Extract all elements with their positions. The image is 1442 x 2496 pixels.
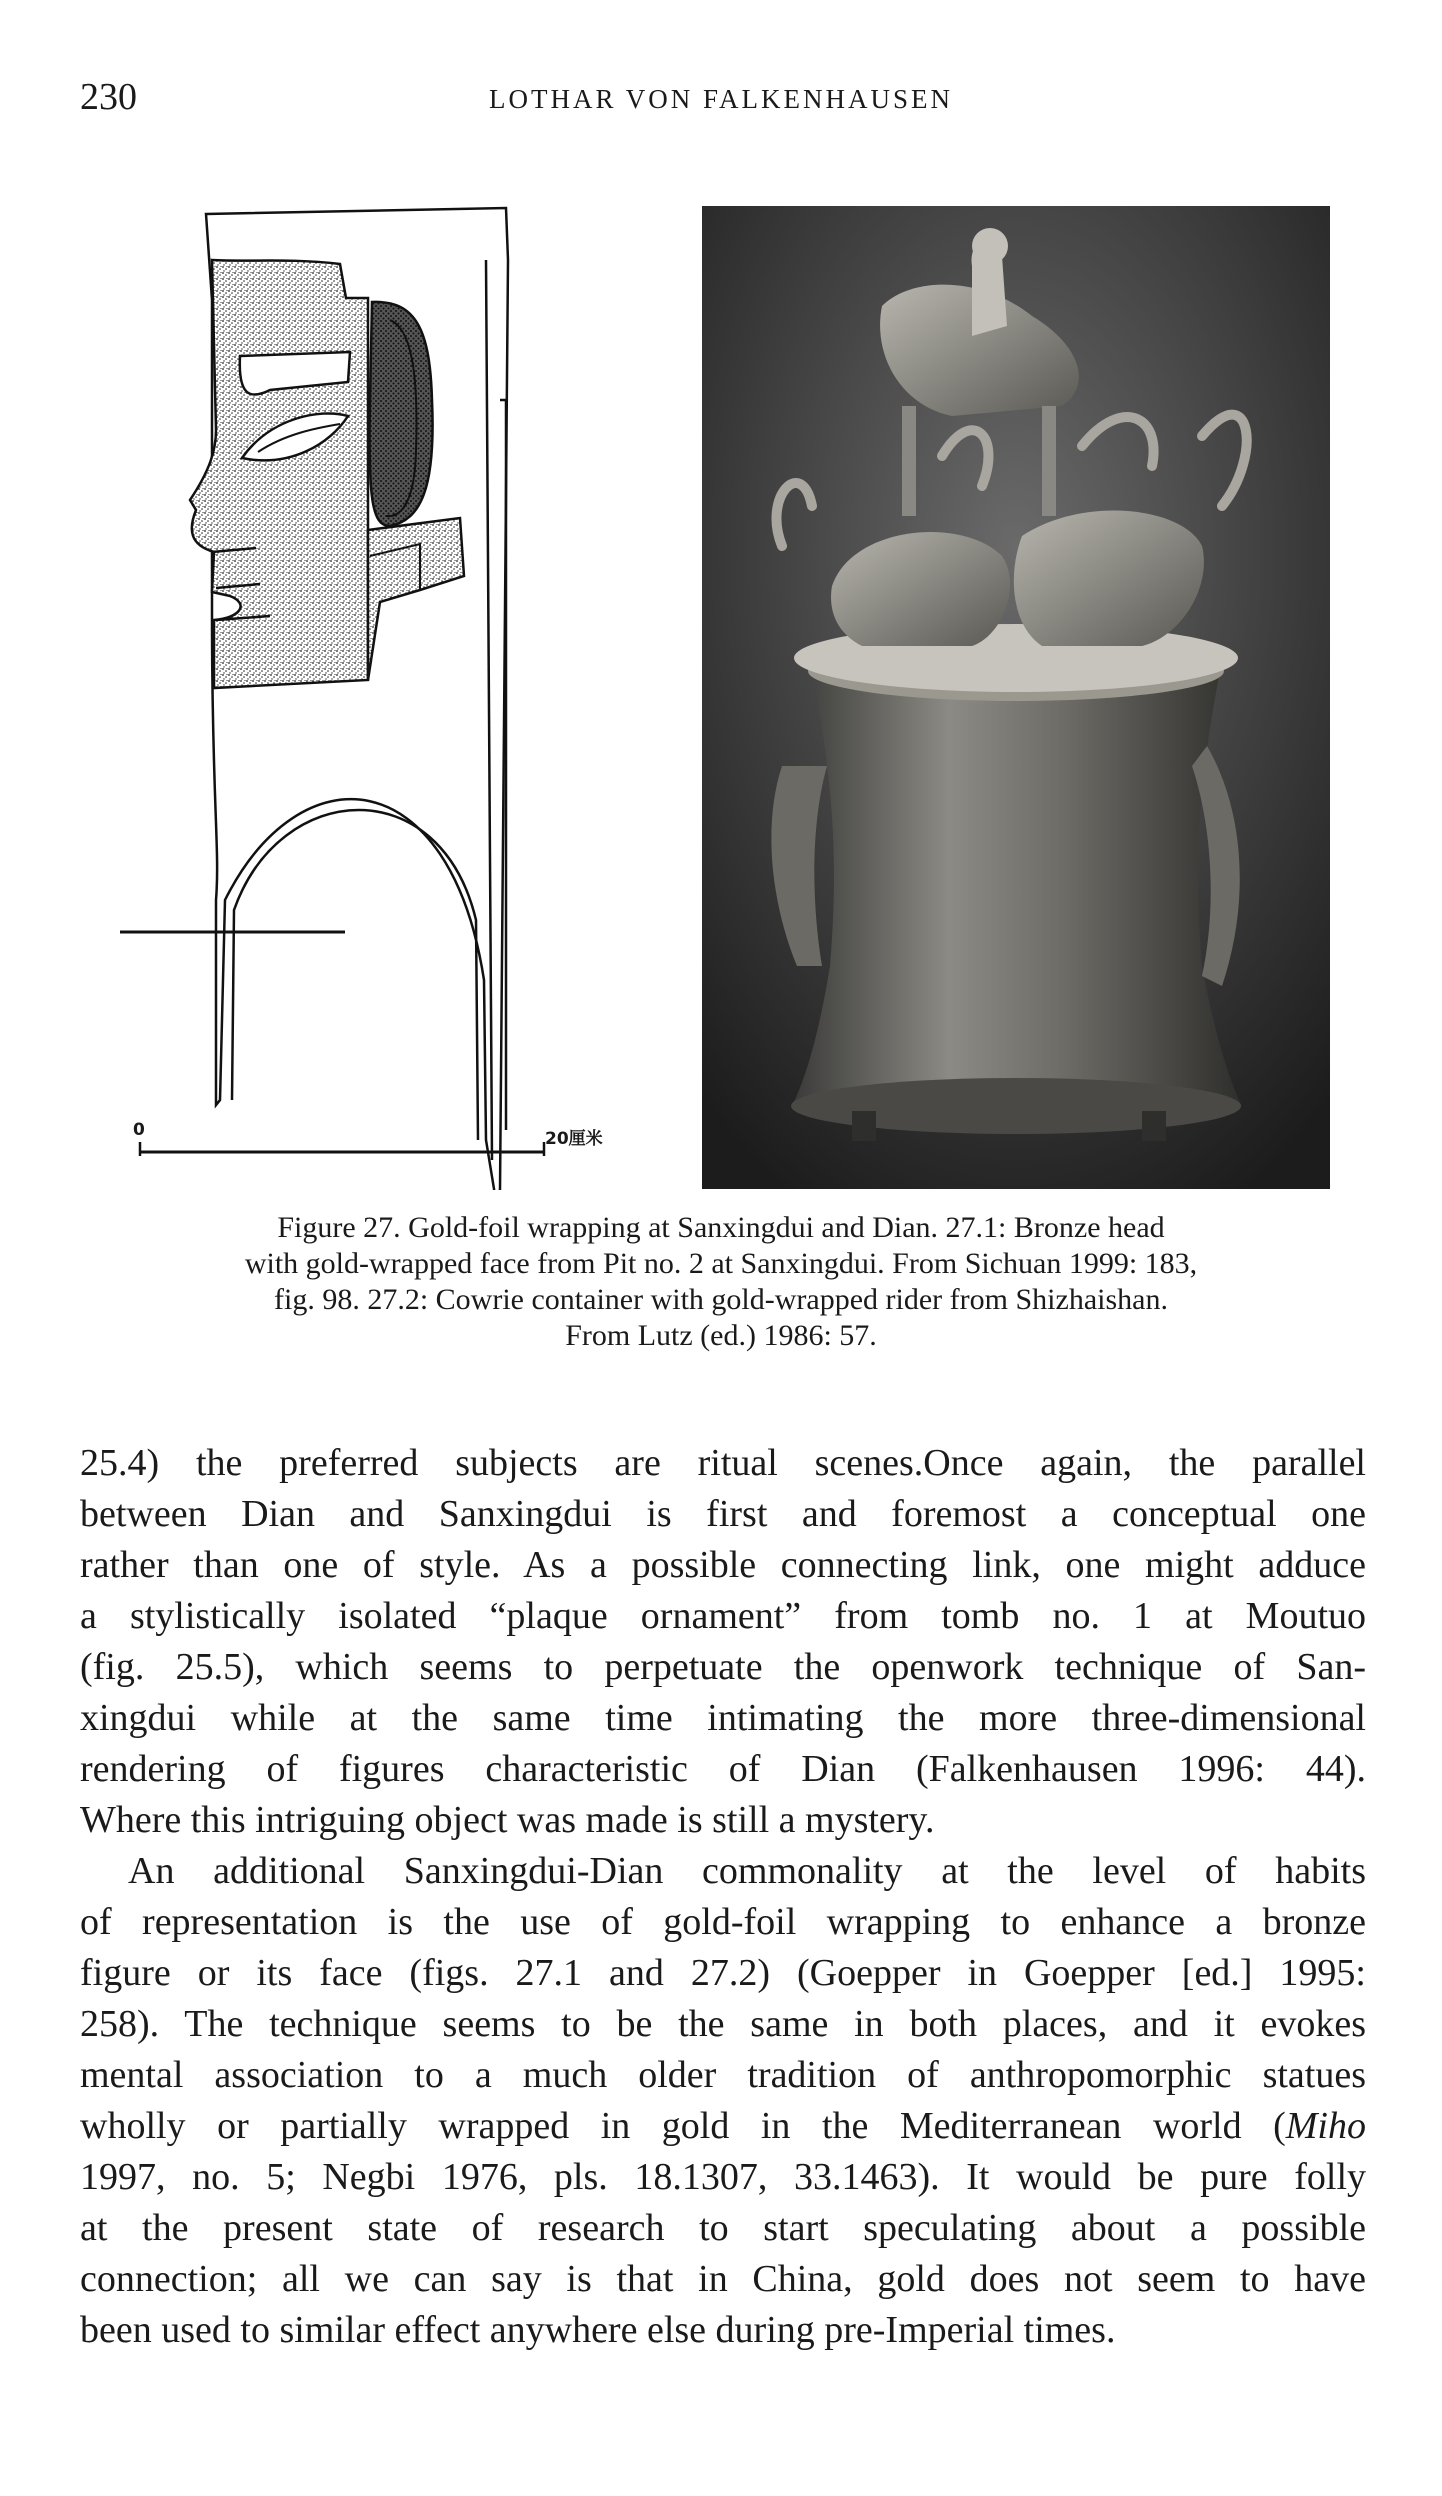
text-line: rather than one of style. As a possible connecting link, one might adduce — [80, 1544, 1366, 1586]
caption-line: Figure 27. Gold-foil wrapping at Sanxingdui and Dian. 27.1: Bronze head — [277, 1211, 1165, 1244]
text-line: of representation is the use of gold-foil wrapping to enhance a bronze — [80, 1901, 1366, 1943]
text-line: 1997, no. 5; Negbi 1976, pls. 18.1307, 33.1463). It would be pure folly — [80, 2156, 1366, 2198]
text-line: connection; all we can say is that in China, gold does not seem to have — [80, 2258, 1366, 2300]
text-line: mental association to a much older tradition of anthropomorphic statues — [80, 2054, 1366, 2096]
italic-title: Miho — [1285, 2105, 1366, 2147]
text-line: Where this intriguing object was made is still a mystery. — [80, 1799, 935, 1841]
text-line: been used to similar effect anywhere else during pre-Imperial times. — [80, 2309, 1116, 2351]
figure-27-2-photo — [702, 206, 1330, 1189]
caption-line: with gold-wrapped face from Pit no. 2 at Sanxingdui. From Sichuan 1999: 183, — [244, 1247, 1198, 1280]
scale-bar — [134, 1126, 554, 1166]
figure-27-1-drawing — [120, 200, 660, 1190]
text-line: between Dian and Sanxingdui is first and foremost a conceptual one — [80, 1493, 1366, 1535]
text-line: An additional Sanxingdui-Dian commonality at the level of habits — [128, 1850, 1366, 1892]
caption-line: From Lutz (ed.) 1986: 57. — [565, 1319, 877, 1352]
text-segment: wholly or partially wrapped in gold in the Mediterranean world ( — [80, 2105, 1286, 2147]
caption-line: fig. 98. 27.2: Cowrie container with gold-wrapped rider from Shizhaishan. — [274, 1283, 1168, 1316]
body-text — [80, 1438, 1366, 2356]
text-line: 258). The technique seems to be the same in both places, and it evokes — [80, 2003, 1366, 2045]
running-head: LOTHAR VON FALKENHAUSEN — [489, 84, 953, 114]
text-line: 25.4) the preferred subjects are ritual scenes.Once again, the parallel — [80, 1442, 1366, 1484]
scale-bar-start-label: 0 — [133, 1120, 145, 1140]
text-line: figure or its face (figs. 27.1 and 27.2) (Goepper in Goepper [ed.] 1995: — [80, 1952, 1366, 1994]
figure-caption — [130, 1210, 1312, 1354]
text-line: xingdui while at the same time intimating the more three-dimensional — [80, 1697, 1366, 1739]
text-line: (fig. 25.5), which seems to perpetuate the openwork technique of San- — [80, 1646, 1366, 1688]
text-line: a stylistically isolated “plaque ornament” from tomb no. 1 at Moutuo — [80, 1595, 1366, 1637]
scale-bar-end-label: 20厘米 — [545, 1129, 603, 1149]
text-line — [80, 2101, 1366, 2152]
text-line: at the present state of research to start speculating about a possible — [80, 2207, 1366, 2249]
text-line: rendering of figures characteristic of Dian (Falkenhausen 1996: 44). — [80, 1748, 1366, 1790]
stippled-face — [190, 260, 368, 688]
page-number: 230 — [80, 76, 137, 118]
